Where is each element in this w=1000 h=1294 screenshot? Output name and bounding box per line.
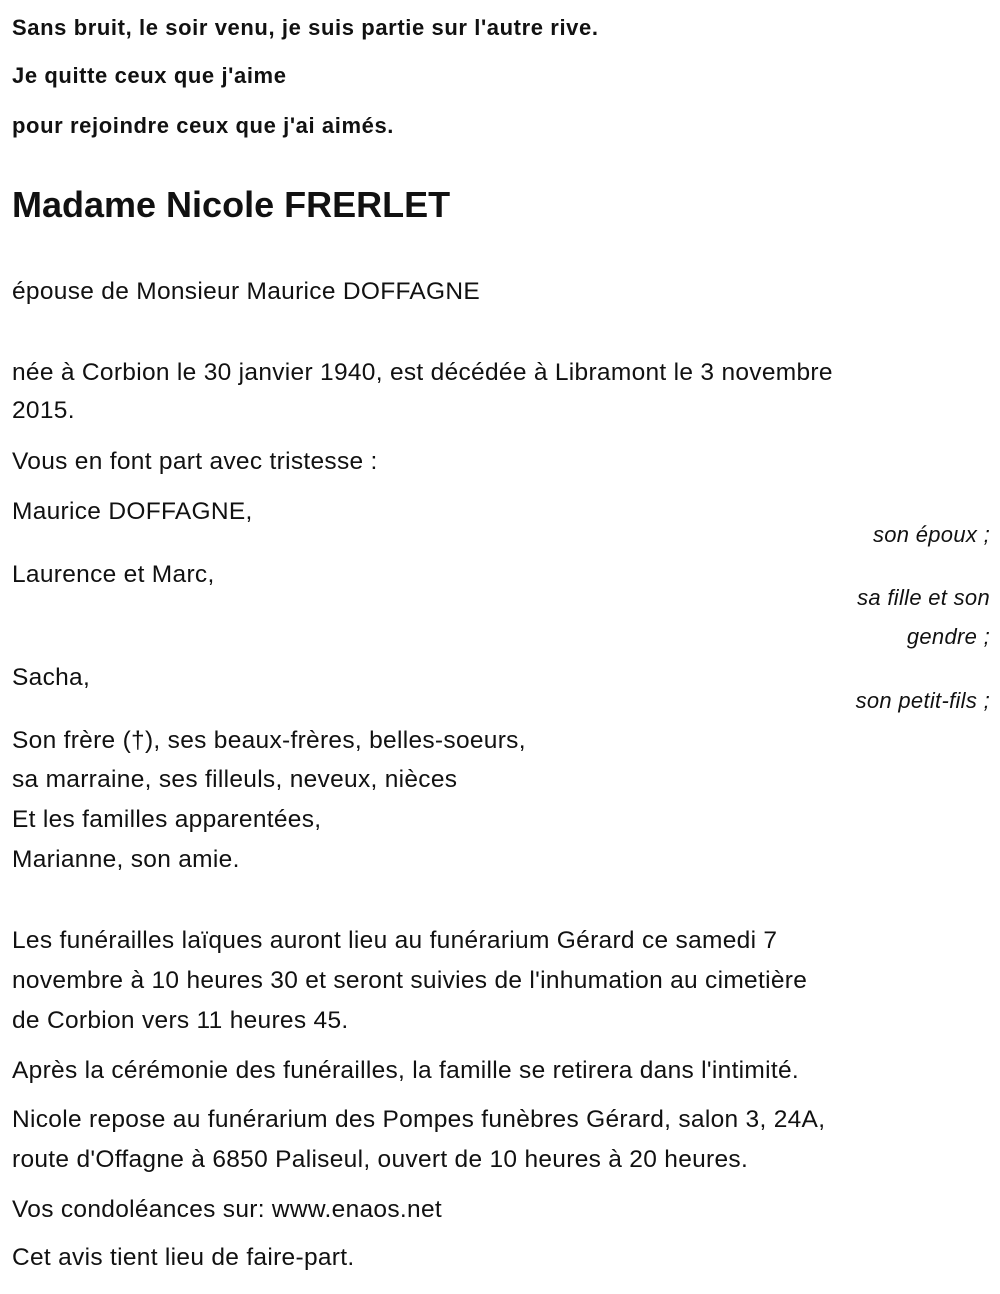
family-member-name: Sacha, (12, 664, 91, 691)
family-member-relation: gendre ; (906, 624, 990, 649)
epigraph-line: pour rejoindre ceux que j'ai aimés. (12, 113, 395, 138)
epigraph-line: Sans bruit, le soir venu, je suis partie sur l'autre rive. (12, 15, 599, 40)
spouse-line: épouse de Monsieur Maurice DOFFAGNE (12, 278, 481, 305)
closing-text: Cet avis tient lieu de faire-part. (12, 1244, 355, 1271)
others-line: Son frère (†), ses beaux-frères, belles-soeurs, (12, 727, 526, 754)
funeral-line: novembre à 10 heures 30 et seront suivies de l'inhumation au cimetière (12, 967, 808, 994)
funeral-line: Les funérailles laïques auront lieu au funérarium Gérard ce samedi 7 (12, 927, 778, 954)
birth-death-line: 2015. (12, 397, 75, 424)
others-line: Et les familles apparentées, (12, 806, 322, 833)
condolences-text: Vos condoléances sur: www.enaos.net (12, 1196, 442, 1223)
funeral-line: de Corbion vers 11 heures 45. (12, 1007, 349, 1034)
deceased-name: Madame Nicole FRERLET (12, 184, 451, 225)
intro-text: Vous en font part avec tristesse : (12, 448, 378, 475)
birth-death-line: née à Corbion le 30 janvier 1940, est décédée à Libramont le 3 novembre (12, 359, 833, 386)
family-member-relation: sa fille et son (857, 585, 990, 610)
family-member-name: Maurice DOFFAGNE, (12, 498, 253, 525)
family-member-name: Laurence et Marc, (12, 561, 215, 588)
family-member-relation: son petit-fils ; (855, 688, 990, 713)
family-member-relation: son époux ; (872, 522, 990, 547)
intimacy-text: Après la cérémonie des funérailles, la famille se retirera dans l'intimité. (12, 1057, 800, 1084)
others-line: sa marraine, ses filleuls, neveux, nièces (12, 766, 458, 793)
rest-line: Nicole repose au funérarium des Pompes funèbres Gérard, salon 3, 24A, (12, 1106, 826, 1133)
rest-line: route d'Offagne à 6850 Paliseul, ouvert de 10 heures à 20 heures. (12, 1146, 749, 1173)
epigraph-line: Je quitte ceux que j'aime (12, 63, 287, 88)
others-line: Marianne, son amie. (12, 846, 240, 873)
